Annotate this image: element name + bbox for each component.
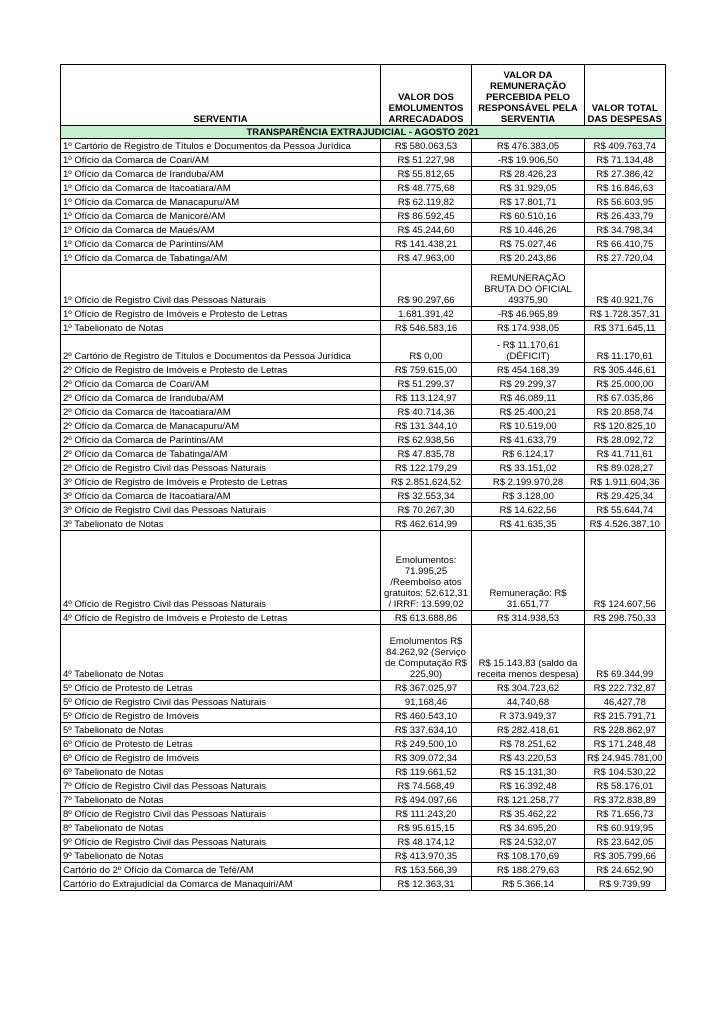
cell-despesas: R$ 104.530,22 xyxy=(585,765,666,779)
cell-serventia: 4º Ofício de Registro de Imóveis e Protesto de Letras xyxy=(61,611,381,625)
cell-emolumentos: R$ 111.243,20 xyxy=(381,807,472,821)
cell-serventia: 8º Tabelionato de Notas xyxy=(61,821,381,835)
cell-serventia: 6º Ofício de Protesto de Letras xyxy=(61,737,381,751)
table-row xyxy=(61,475,666,489)
cell-despesas: R$ 409.763,74 xyxy=(585,139,666,153)
cell-emolumentos: R$ 131.344,10 xyxy=(381,419,472,433)
cell-serventia: 3º Ofício de Registro Civil das Pessoas Naturais xyxy=(61,503,381,517)
cell-emolumentos: R$ 249.500,10 xyxy=(381,737,472,751)
cell-despesas: R$ 24.945.781,00 xyxy=(585,751,666,765)
table-subtitle: TRANSPARÊNCIA EXTRAJUDICIAL - AGOSTO 2021 xyxy=(61,126,666,139)
cell-despesas: R$ 34.798,34 xyxy=(585,223,666,237)
cell-remuneracao: R$ 282.418,61 xyxy=(472,723,585,737)
cell-emolumentos: 91,168,46 xyxy=(381,695,472,709)
table-row xyxy=(61,209,666,223)
cell-emolumentos: R$ 367.025,97 xyxy=(381,681,472,695)
cell-remuneracao: R$ 41.633,79 xyxy=(472,433,585,447)
cell-serventia: 1º Ofício da Comarca de Itacoatiara/AM xyxy=(61,181,381,195)
cell-remuneracao: R$ 43.220,53 xyxy=(472,751,585,765)
cell-despesas: R$ 56.603,95 xyxy=(585,195,666,209)
header-valor-remuneracao: VALOR DA REMUNERAÇÃO PERCEBIDA PELO RESPONSÁVEL PELA SERVENTIA xyxy=(472,65,585,126)
table-row xyxy=(61,793,666,807)
cell-emolumentos: R$ 546.583,16 xyxy=(381,321,472,335)
cell-emolumentos: R$ 70.267,30 xyxy=(381,503,472,517)
cell-serventia: 3º Ofício de Registro de Imóveis e Protesto de Letras xyxy=(61,475,381,489)
cell-serventia: 4º Ofício de Registro Civil das Pessoas Naturais xyxy=(61,531,381,611)
table-row xyxy=(61,405,666,419)
cell-remuneracao: R$ 41.635,35 xyxy=(472,517,585,531)
cell-emolumentos: R$ 153.566,39 xyxy=(381,863,472,877)
cell-remuneracao: R$ 34.695,20 xyxy=(472,821,585,835)
table-row xyxy=(61,167,666,181)
cell-serventia: 3º Ofício da Comarca de Itacoatiara/AM xyxy=(61,489,381,503)
cell-despesas: R$ 69.344,99 xyxy=(585,625,666,681)
cell-remuneracao: REMUNERAÇÃO BRUTA DO OFICIAL 49375,90 xyxy=(472,265,585,307)
cell-remuneracao: R$ 75.027,46 xyxy=(472,237,585,251)
cell-despesas: R$ 215.791,71 xyxy=(585,709,666,723)
table-row xyxy=(61,307,666,321)
cell-despesas: R$ 60.919,95 xyxy=(585,821,666,835)
cell-remuneracao: R$ 15.131,30 xyxy=(472,765,585,779)
cell-emolumentos: R$ 337.634,10 xyxy=(381,723,472,737)
table-row xyxy=(61,877,666,891)
cell-despesas: R$ 67.035,86 xyxy=(585,391,666,405)
cell-despesas: R$ 28.092,72 xyxy=(585,433,666,447)
cell-serventia: 6º Ofício de Registro de Imóveis xyxy=(61,751,381,765)
cell-serventia: 2º Ofício da Comarca de Tabatinga/AM xyxy=(61,447,381,461)
cell-despesas: R$ 228.862,97 xyxy=(585,723,666,737)
table-row xyxy=(61,779,666,793)
table-row xyxy=(61,723,666,737)
cell-serventia: 2º Ofício de Registro Civil das Pessoas Naturais xyxy=(61,461,381,475)
table-row xyxy=(61,377,666,391)
cell-despesas: R$ 11.170,61 xyxy=(585,335,666,363)
table-row xyxy=(61,821,666,835)
table-row xyxy=(61,681,666,695)
cell-emolumentos: R$ 62.119,82 xyxy=(381,195,472,209)
cell-serventia: 8º Ofício de Registro Civil das Pessoas Naturais xyxy=(61,807,381,821)
table-row xyxy=(61,139,666,153)
cell-remuneracao: R$ 304.723,62 xyxy=(472,681,585,695)
cell-serventia: 2º Cartório de Registro de Títulos e Documentos da Pessoa Jurídica xyxy=(61,335,381,363)
cell-emolumentos: R$ 47.963,00 xyxy=(381,251,472,265)
table-row xyxy=(61,265,666,307)
table-row xyxy=(61,807,666,821)
cell-despesas: R$ 4.526.387,10 xyxy=(585,517,666,531)
cell-emolumentos: R$ 462.614,99 xyxy=(381,517,472,531)
cell-despesas: R$ 171.248,48 xyxy=(585,737,666,751)
table-row xyxy=(61,503,666,517)
cell-remuneracao: R$ 10.519,00 xyxy=(472,419,585,433)
table-row xyxy=(61,625,666,681)
cell-emolumentos: R$ 12.363,31 xyxy=(381,877,472,891)
table-row xyxy=(61,751,666,765)
cell-emolumentos: R$ 119.661,52 xyxy=(381,765,472,779)
cell-serventia: 1º Ofício da Comarca de Manacapuru/AM xyxy=(61,195,381,209)
cell-despesas: R$ 20.858,74 xyxy=(585,405,666,419)
cell-despesas: R$ 24.652,90 xyxy=(585,863,666,877)
cell-remuneracao: R$ 121.258,77 xyxy=(472,793,585,807)
cell-serventia: 1º Ofício da Comarca de Coari/AM xyxy=(61,153,381,167)
cell-remuneracao: R$ 108.170,69 xyxy=(472,849,585,863)
cell-emolumentos: R$ 95.615,15 xyxy=(381,821,472,835)
cell-despesas: R$ 41.711,61 xyxy=(585,447,666,461)
cell-despesas: R$ 55.644,74 xyxy=(585,503,666,517)
cell-despesas: R$ 58.176,01 xyxy=(585,779,666,793)
cell-remuneracao: R$ 5.366,14 xyxy=(472,877,585,891)
cell-emolumentos: R$ 0,00 xyxy=(381,335,472,363)
cell-remuneracao: R$ 35.462,22 xyxy=(472,807,585,821)
cell-despesas: R$ 298.750,33 xyxy=(585,611,666,625)
cell-despesas: R$ 40.921,76 xyxy=(585,265,666,307)
cell-despesas: R$ 9.739,99 xyxy=(585,877,666,891)
table-body xyxy=(61,139,666,891)
cell-serventia: 1º Ofício da Comarca de Manicoré/AM xyxy=(61,209,381,223)
cell-despesas: R$ 27.720,04 xyxy=(585,251,666,265)
table-row xyxy=(61,611,666,625)
cell-despesas: R$ 1.911.604,36 xyxy=(585,475,666,489)
cell-remuneracao: R$ 20.243,86 xyxy=(472,251,585,265)
table-row xyxy=(61,737,666,751)
cell-despesas: R$ 372.838,89 xyxy=(585,793,666,807)
table-row xyxy=(61,223,666,237)
cell-remuneracao: -R$ 46.965,89 xyxy=(472,307,585,321)
cell-serventia: 1º Ofício da Comarca de Tabatinga/AM xyxy=(61,251,381,265)
cell-serventia: 2º Ofício da Comarca de Itacoatiara/AM xyxy=(61,405,381,419)
cell-remuneracao: R$ 17.801,71 xyxy=(472,195,585,209)
cell-remuneracao: Remuneração: R$ 31.651,77 xyxy=(472,531,585,611)
cell-serventia: 5º Tabelionato de Notas xyxy=(61,723,381,737)
cell-emolumentos: Emolumentos R$ 84.262,92 (Serviço de Computação R$ 225,90) xyxy=(381,625,472,681)
cell-remuneracao: R$ 6.124,17 xyxy=(472,447,585,461)
table-row xyxy=(61,335,666,363)
cell-emolumentos: R$ 90.297,66 xyxy=(381,265,472,307)
cell-serventia: 5º Ofício de Registro de Imóveis xyxy=(61,709,381,723)
cell-serventia: 6º Tabelionato de Notas xyxy=(61,765,381,779)
cell-despesas: R$ 71.134,48 xyxy=(585,153,666,167)
table-row xyxy=(61,849,666,863)
cell-emolumentos: R$ 51.227,98 xyxy=(381,153,472,167)
cell-remuneracao: R$ 46.089,11 xyxy=(472,391,585,405)
table-row xyxy=(61,251,666,265)
table-row xyxy=(61,447,666,461)
cell-remuneracao: R$ 78.251,62 xyxy=(472,737,585,751)
header-valor-emolumentos: VALOR DOS EMOLUMENTOS ARRECADADOS xyxy=(381,65,472,126)
cell-serventia: 1º Ofício de Registro Civil das Pessoas Naturais xyxy=(61,265,381,307)
cell-emolumentos: R$ 40.714,36 xyxy=(381,405,472,419)
table-row xyxy=(61,391,666,405)
cell-remuneracao: R$ 188.279,63 xyxy=(472,863,585,877)
cell-despesas: R$ 124.607,56 xyxy=(585,531,666,611)
cell-despesas: R$ 120.825,10 xyxy=(585,419,666,433)
cell-serventia: 9º Tabelionato de Notas xyxy=(61,849,381,863)
cell-serventia: Cartório do 2º Ofício da Comarca de Tefé/AM xyxy=(61,863,381,877)
cell-emolumentos: R$ 460.543,10 xyxy=(381,709,472,723)
transparency-table xyxy=(60,64,666,891)
cell-serventia: 5º Ofício de Registro Civil das Pessoas Naturais xyxy=(61,695,381,709)
cell-remuneracao: R$ 3.128,00 xyxy=(472,489,585,503)
table-row xyxy=(61,461,666,475)
cell-serventia: 2º Ofício da Comarca de Parintins/AM xyxy=(61,433,381,447)
cell-remuneracao: R$ 16.392,48 xyxy=(472,779,585,793)
cell-emolumentos: R$ 122.179,29 xyxy=(381,461,472,475)
cell-emolumentos: R$ 413.970,35 xyxy=(381,849,472,863)
table-row xyxy=(61,433,666,447)
cell-emolumentos: R$ 47.835,78 xyxy=(381,447,472,461)
table-row xyxy=(61,153,666,167)
table-row xyxy=(61,419,666,433)
table-row xyxy=(61,695,666,709)
cell-remuneracao: R$ 14.622,56 xyxy=(472,503,585,517)
cell-remuneracao: - R$ 11.170,61 (DÉFICIT) xyxy=(472,335,585,363)
cell-serventia: 5º Ofício de Protesto de Letras xyxy=(61,681,381,695)
cell-emolumentos: R$ 759.615,00 xyxy=(381,363,472,377)
cell-serventia: 7º Ofício de Registro Civil das Pessoas Naturais xyxy=(61,779,381,793)
cell-despesas: 46,427,78 xyxy=(585,695,666,709)
cell-remuneracao: R$ 314.938,53 xyxy=(472,611,585,625)
header-row xyxy=(61,65,666,126)
table-row xyxy=(61,321,666,335)
table-row xyxy=(61,709,666,723)
cell-despesas: R$ 371.645,11 xyxy=(585,321,666,335)
table-row xyxy=(61,195,666,209)
cell-remuneracao: R$ 454.168,39 xyxy=(472,363,585,377)
cell-emolumentos: R$ 2.851.624,52 xyxy=(381,475,472,489)
cell-emolumentos: R$ 141.438,21 xyxy=(381,237,472,251)
cell-remuneracao: -R$ 19.906,50 xyxy=(472,153,585,167)
cell-remuneracao: R 373.949,37 xyxy=(472,709,585,723)
cell-emolumentos: R$ 74.568,49 xyxy=(381,779,472,793)
cell-emolumentos: R$ 62.938,56 xyxy=(381,433,472,447)
cell-emolumentos: R$ 613.688,86 xyxy=(381,611,472,625)
cell-remuneracao: 44,740,68 xyxy=(472,695,585,709)
cell-remuneracao: R$ 31.929,05 xyxy=(472,181,585,195)
cell-remuneracao: R$ 60.510,16 xyxy=(472,209,585,223)
cell-emolumentos: R$ 580.063,53 xyxy=(381,139,472,153)
cell-remuneracao: R$ 476.383,05 xyxy=(472,139,585,153)
subtitle-row xyxy=(61,126,666,139)
table-row xyxy=(61,363,666,377)
cell-emolumentos: R$ 48.174,12 xyxy=(381,835,472,849)
cell-remuneracao: R$ 15.143,83 (saldo da receita menos despesa) xyxy=(472,625,585,681)
cell-emolumentos: R$ 309.072,34 xyxy=(381,751,472,765)
cell-serventia: 1º Tabelionato de Notas xyxy=(61,321,381,335)
header-serventia: SERVENTIA xyxy=(61,65,381,126)
cell-despesas: R$ 89.028,27 xyxy=(585,461,666,475)
cell-emolumentos: Emolumentos: 71.995,25 /Reembolso atos gratuitos: 52.612,31 / IRRF: 13.599,02 xyxy=(381,531,472,611)
cell-despesas: R$ 23.642,05 xyxy=(585,835,666,849)
header-valor-despesas: VALOR TOTAL DAS DESPESAS xyxy=(585,65,666,126)
cell-despesas: R$ 305.799,66 xyxy=(585,849,666,863)
cell-emolumentos: R$ 48.775,68 xyxy=(381,181,472,195)
table-row xyxy=(61,863,666,877)
cell-serventia: 1º Ofício da Comarca de Maués/AM xyxy=(61,223,381,237)
cell-despesas: R$ 305.446,61 xyxy=(585,363,666,377)
cell-emolumentos: R$ 113.124,97 xyxy=(381,391,472,405)
cell-remuneracao: R$ 174.938,05 xyxy=(472,321,585,335)
cell-despesas: R$ 27.386,42 xyxy=(585,167,666,181)
cell-emolumentos: R$ 494.097,66 xyxy=(381,793,472,807)
cell-despesas: R$ 71.656,73 xyxy=(585,807,666,821)
cell-serventia: 2º Ofício da Comarca de Manacapuru/AM xyxy=(61,419,381,433)
cell-despesas: R$ 29.425,34 xyxy=(585,489,666,503)
table-row xyxy=(61,517,666,531)
table-row xyxy=(61,835,666,849)
cell-despesas: R$ 66.410,75 xyxy=(585,237,666,251)
cell-remuneracao: R$ 10.446,26 xyxy=(472,223,585,237)
cell-serventia: 2º Ofício de Registro de Imóveis e Protesto de Letras xyxy=(61,363,381,377)
cell-despesas: R$ 25.000,00 xyxy=(585,377,666,391)
cell-serventia: 1º Ofício da Comarca de Parintins/AM xyxy=(61,237,381,251)
cell-emolumentos: R$ 32.553,34 xyxy=(381,489,472,503)
cell-serventia: 4º Tabelionato de Notas xyxy=(61,625,381,681)
table-row xyxy=(61,237,666,251)
table-row xyxy=(61,489,666,503)
cell-remuneracao: R$ 33.151,02 xyxy=(472,461,585,475)
cell-serventia: 1º Cartório de Registro de Títulos e Documentos da Pessoa Jurídica xyxy=(61,139,381,153)
cell-remuneracao: R$ 2.199.970,28 xyxy=(472,475,585,489)
cell-serventia: 9º Ofício de Registro Civil das Pessoas Naturais xyxy=(61,835,381,849)
table-row xyxy=(61,531,666,611)
cell-serventia: 2º Ofício da Comarca de Coari/AM xyxy=(61,377,381,391)
cell-remuneracao: R$ 25.400,21 xyxy=(472,405,585,419)
cell-serventia: 2º Ofício da Comarca de Iranduba/AM xyxy=(61,391,381,405)
cell-despesas: R$ 1.728.357,31 xyxy=(585,307,666,321)
cell-remuneracao: R$ 29.299,37 xyxy=(472,377,585,391)
cell-remuneracao: R$ 24.532,07 xyxy=(472,835,585,849)
cell-emolumentos: 1.681.391,42 xyxy=(381,307,472,321)
table-row xyxy=(61,181,666,195)
cell-serventia: Cartório do Extrajudicial da Comarca de Manaquiri/AM xyxy=(61,877,381,891)
cell-serventia: 1º Ofício de Registro de Imóveis e Protesto de Letras xyxy=(61,307,381,321)
cell-serventia: 3º Tabelionato de Notas xyxy=(61,517,381,531)
cell-despesas: R$ 16.846,63 xyxy=(585,181,666,195)
cell-serventia: 1º Ofício da Comarca de Iranduba/AM xyxy=(61,167,381,181)
cell-serventia: 7º Tabelionato de Notas xyxy=(61,793,381,807)
cell-despesas: R$ 222.732,87 xyxy=(585,681,666,695)
cell-emolumentos: R$ 45.244,60 xyxy=(381,223,472,237)
cell-emolumentos: R$ 86.592,45 xyxy=(381,209,472,223)
cell-emolumentos: R$ 55.812,65 xyxy=(381,167,472,181)
cell-despesas: R$ 26.433,79 xyxy=(585,209,666,223)
table-row xyxy=(61,765,666,779)
cell-remuneracao: R$ 28.426,23 xyxy=(472,167,585,181)
cell-emolumentos: R$ 51.299,37 xyxy=(381,377,472,391)
